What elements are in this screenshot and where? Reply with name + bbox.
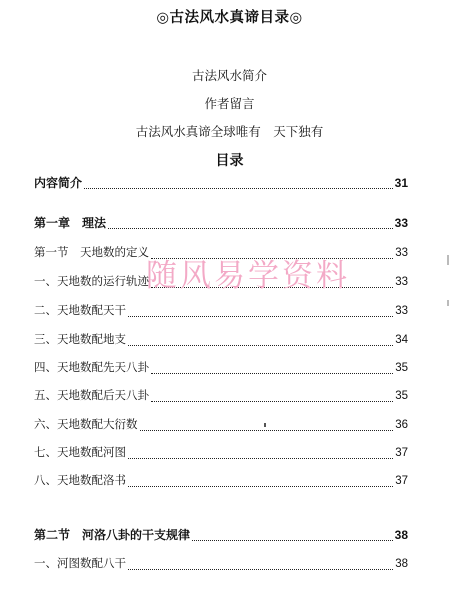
toc-entry-label: 第一章 理法 (34, 216, 107, 230)
toc-leader-dots (128, 335, 393, 346)
scan-speck (264, 423, 266, 427)
intro-line-author-note: 作者留言 (204, 96, 255, 111)
toc-page-number: 33 (395, 276, 408, 288)
toc-entry[interactable] (34, 214, 408, 232)
toc-page-number: 38 (394, 528, 408, 542)
toc-page-number: 38 (395, 558, 408, 570)
toc-entry-label: 第二节 河洛八卦的干支规律 (34, 528, 191, 542)
toc-leader-dots (108, 218, 393, 229)
toc-heading: 目录 (215, 153, 244, 169)
toc-page-number: 33 (395, 305, 408, 317)
toc-entry[interactable] (34, 472, 408, 490)
toc-leader-dots (128, 306, 393, 317)
scan-edge-mark (447, 255, 449, 265)
intro-line-overview: 古法风水简介 (191, 68, 267, 83)
toc-entry-label: 一、河图数配八干 (34, 556, 126, 570)
toc-entry[interactable] (34, 416, 408, 434)
toc-entry-label: 二、天地数配天干 (34, 303, 126, 317)
toc-entry-label: 八、天地数配洛书 (34, 473, 126, 487)
toc-entry-label: 五、天地数配后天八卦 (34, 388, 149, 402)
toc-page-number: 33 (395, 247, 408, 259)
toc-page-number: 36 (395, 419, 408, 431)
toc-leader-dots (128, 476, 393, 487)
toc-page-number: 37 (395, 475, 408, 487)
toc-entry[interactable] (34, 444, 408, 462)
intro-line-tagline: 古法风水真谛全球唯有 天下独有 (135, 124, 324, 139)
toc-entry[interactable] (34, 387, 408, 405)
toc-entry-label: 三、天地数配地支 (34, 332, 126, 346)
toc-page-number: 31 (394, 176, 408, 190)
toc-leader-dots (151, 248, 393, 259)
toc-page-number: 34 (395, 334, 408, 346)
toc-entry[interactable] (34, 331, 408, 349)
document-title: ◎古法风水真谛目录◎ (156, 9, 303, 26)
toc-entry[interactable] (34, 359, 408, 377)
toc-leader-dots (192, 530, 393, 541)
toc-entry-label: 第一节 天地数的定义 (34, 245, 149, 259)
toc-leader-dots (151, 277, 393, 288)
toc-page-number: 37 (395, 447, 408, 459)
toc-leader-dots (128, 559, 393, 570)
toc-entry[interactable] (34, 174, 408, 192)
watermark-text: 随风易学资料 (146, 258, 350, 294)
toc-leader-dots (84, 178, 393, 189)
toc-page-number: 33 (394, 216, 408, 230)
toc-entry[interactable] (34, 555, 408, 573)
toc-entry-label: 七、天地数配河图 (34, 445, 126, 459)
toc-leader-dots (151, 391, 393, 402)
toc-entry-label: 六、天地数配大衍数 (34, 417, 138, 431)
toc-leader-dots (151, 363, 393, 374)
toc-entry-label: 一、天地数的运行轨迹 (34, 274, 149, 288)
toc-entry[interactable] (34, 526, 408, 544)
toc-entry[interactable] (34, 273, 408, 291)
scan-edge-mark (447, 300, 449, 306)
toc-entry-label: 内容简介 (34, 176, 83, 190)
toc-page-number: 35 (395, 362, 408, 374)
toc-leader-dots (140, 420, 394, 431)
toc-entry[interactable] (34, 244, 408, 262)
toc-entry-label: 四、天地数配先天八卦 (34, 360, 149, 374)
toc-entry[interactable] (34, 302, 408, 320)
toc-leader-dots (128, 448, 393, 459)
toc-page-number: 35 (395, 390, 408, 402)
